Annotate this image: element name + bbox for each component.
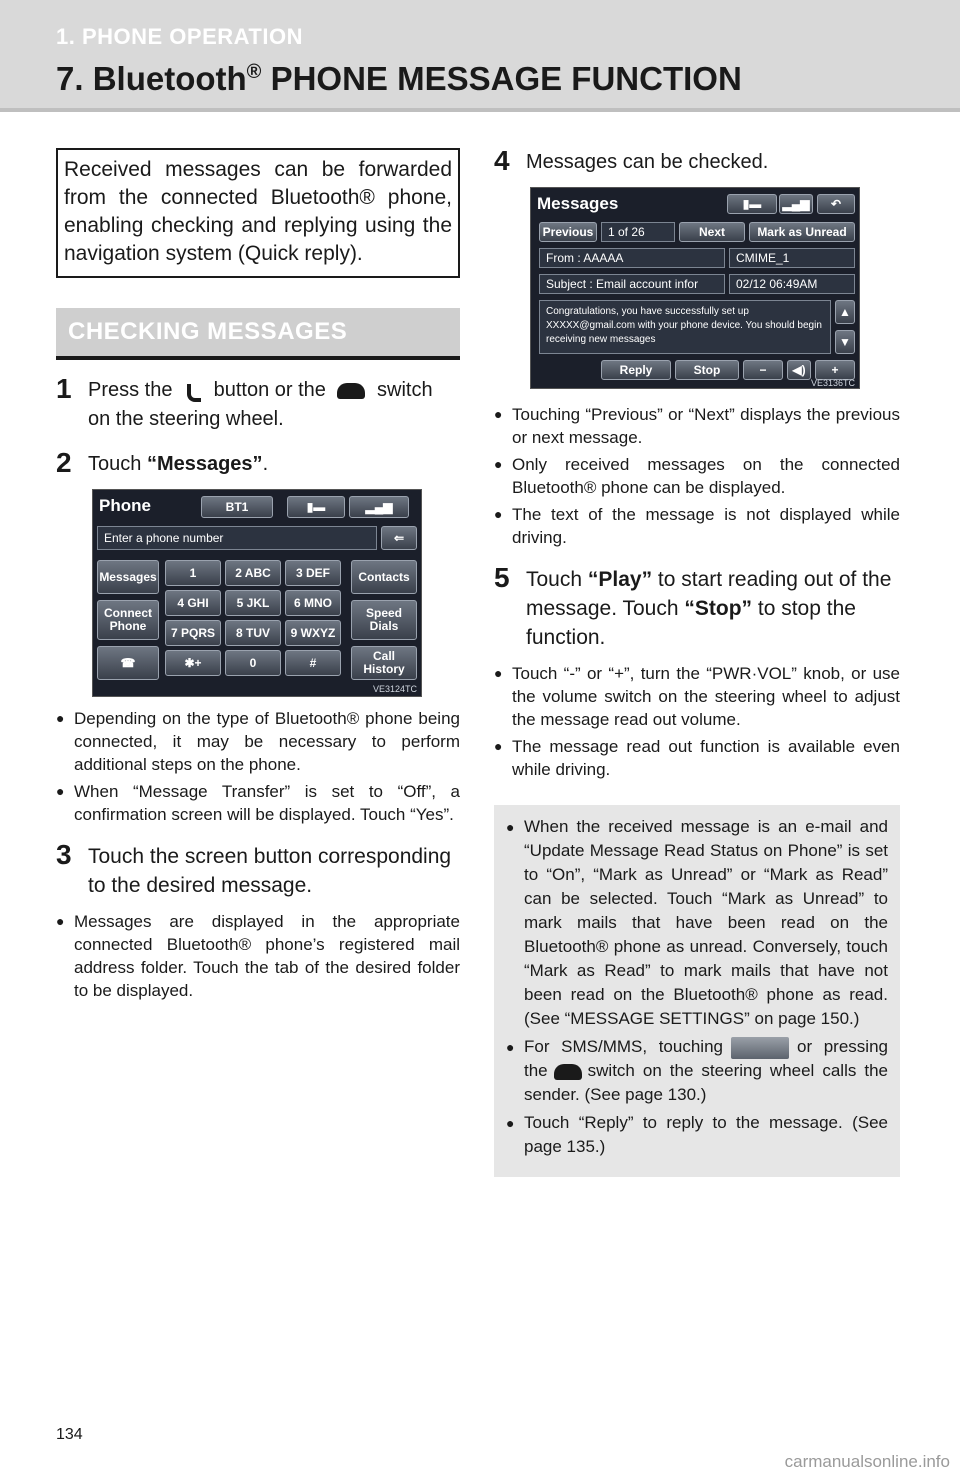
device-button[interactable]: BT1 bbox=[201, 496, 273, 518]
handset-switch-icon bbox=[337, 383, 365, 399]
speed-dials-button[interactable]: Speed Dials bbox=[351, 600, 417, 640]
mark-as-unread-button[interactable]: Mark as Unread bbox=[749, 222, 855, 242]
previous-button[interactable]: Previous bbox=[539, 222, 597, 242]
contacts-button[interactable]: Contacts bbox=[351, 560, 417, 594]
signal-icon: ▂▄▆ bbox=[779, 194, 813, 214]
back-icon[interactable]: ↶ bbox=[817, 194, 855, 214]
step-number: 4 bbox=[494, 145, 510, 176]
key-2[interactable]: 2 ABC bbox=[225, 560, 281, 586]
list-item: ● When the received message is an e-mail and “Update Message Read Status on Phone” is set to “On”, “Mark as Unread” or “Mark as Read” can be selected. Touch “Mark as Unread” to mark mails that have been read on the Bluetooth® phone as unread. Conversely, touch “Mark as Read” to mark mails that have not been read on the Bluetooth® phone as read. (See “MESSAGE SETTINGS” on page 150.) bbox=[506, 815, 888, 1031]
list-item: ● When “Message Transfer” is set to “Off”, a confirmation screen will be displayed. Touch “Yes”. bbox=[56, 780, 460, 826]
left-column bbox=[56, 148, 460, 1006]
step5-notes bbox=[494, 662, 900, 781]
header-rule bbox=[0, 108, 960, 112]
handset-switch-icon bbox=[554, 1064, 582, 1080]
intro-text: Received messages can be forwarded from the connected Bluetooth® phone, enabling checking and replying using the navigation system (Quick reply). bbox=[64, 158, 452, 265]
image-code: VE3124TC bbox=[372, 684, 417, 694]
step3-notes bbox=[56, 910, 460, 1002]
right-column bbox=[494, 145, 900, 1177]
key-6[interactable]: 6 MNO bbox=[285, 590, 341, 616]
hangup-icon[interactable]: ☎ bbox=[97, 646, 159, 680]
intro-box bbox=[56, 148, 460, 278]
step-number: 5 bbox=[494, 562, 510, 593]
list-item: ● Touching “Previous” or “Next” displays the previous or next message. bbox=[494, 403, 900, 449]
key-7[interactable]: 7 PQRS bbox=[165, 620, 221, 646]
list-item: ● Only received messages on the connected Bluetooth® phone can be displayed. bbox=[494, 453, 900, 499]
key-4[interactable]: 4 GHI bbox=[165, 590, 221, 616]
connect-phone-button[interactable]: Connect Phone bbox=[97, 600, 159, 640]
key-8[interactable]: 8 TUV bbox=[225, 620, 281, 646]
call-button-icon bbox=[731, 1037, 789, 1059]
key-1[interactable]: 1 bbox=[165, 560, 221, 586]
battery-icon: ▮▬ bbox=[287, 496, 345, 518]
volume-down-button[interactable]: − bbox=[743, 360, 783, 380]
signal-icon: ▂▄▆ bbox=[349, 496, 409, 518]
volume-up-button[interactable]: + bbox=[815, 360, 855, 380]
step-2: 2 Touch “Messages”. bbox=[56, 447, 269, 478]
call-history-button[interactable]: Call History bbox=[351, 646, 417, 680]
subject-field: Subject : Email account infor bbox=[539, 274, 725, 294]
section-label: 1. PHONE OPERATION bbox=[56, 24, 303, 49]
message-counter: 1 of 26 bbox=[601, 222, 675, 242]
list-item: ● Depending on the type of Bluetooth® phone being connected, it may be necessary to perform additional steps on the phone. bbox=[56, 707, 460, 776]
list-item: ● Touch “Reply” to reply to the message. (See page 135.) bbox=[506, 1111, 888, 1159]
phone-number-input[interactable]: Enter a phone number bbox=[97, 526, 377, 550]
list-item: ● Touch “-” or “+”, turn the “PWR·VOL” knob, or use the volume switch on the steering wheel to adjust the message read out volume. bbox=[494, 662, 900, 731]
page-title: 7. Bluetooth® PHONE MESSAGE FUNCTION bbox=[56, 60, 742, 97]
screen-title: Messages bbox=[537, 194, 619, 213]
list-item: ● The message read out function is available even while driving. bbox=[494, 735, 900, 781]
screen-title: Phone bbox=[99, 496, 151, 515]
next-button[interactable]: Next bbox=[679, 222, 745, 242]
phone-button-icon bbox=[184, 382, 202, 400]
key-star[interactable]: ✱+ bbox=[165, 650, 221, 676]
scroll-down-icon[interactable]: ▼ bbox=[835, 330, 855, 354]
scroll-up-icon[interactable]: ▲ bbox=[835, 300, 855, 324]
messages-screen-image bbox=[530, 187, 860, 389]
speaker-icon: ◀) bbox=[787, 360, 811, 380]
battery-icon: ▮▬ bbox=[727, 194, 777, 214]
step-1: 1 Press the button or the switch on the steering wheel. bbox=[56, 376, 460, 434]
step-4: 4 Messages can be checked. bbox=[494, 145, 769, 176]
stop-button[interactable]: Stop bbox=[675, 360, 739, 380]
phone-screen-image bbox=[92, 489, 422, 697]
key-5[interactable]: 5 JKL bbox=[225, 590, 281, 616]
page-header bbox=[0, 0, 960, 112]
account-field: CMIME_1 bbox=[729, 248, 855, 268]
key-hash[interactable]: # bbox=[285, 650, 341, 676]
page-number: 134 bbox=[56, 1426, 83, 1443]
image-code: VE3136TC bbox=[810, 378, 855, 388]
backspace-icon[interactable]: ⇐ bbox=[381, 526, 417, 550]
subheading-checking-messages: CHECKING MESSAGES bbox=[56, 308, 460, 360]
step-3: 3 Touch the screen button corresponding to the desired message. bbox=[56, 842, 460, 900]
date-field: 02/12 06:49AM bbox=[729, 274, 855, 294]
step-5: 5 Touch “Play” to start reading out of the message. Touch “Stop” to stop the function. bbox=[494, 565, 900, 652]
from-field: From : AAAAA bbox=[539, 248, 725, 268]
step4-notes bbox=[494, 403, 900, 549]
step2-notes bbox=[56, 707, 460, 826]
key-0[interactable]: 0 bbox=[225, 650, 281, 676]
list-item: ● For SMS/MMS, touching or pressing the switch on the steering wheel calls the sender. (See page 130.) bbox=[506, 1035, 888, 1107]
step-number: 2 bbox=[56, 447, 72, 478]
key-9[interactable]: 9 WXYZ bbox=[285, 620, 341, 646]
message-body: Congratulations, you have successfully set up XXXXX@gmail.com with your phone device. You should begin receiving new messages bbox=[539, 300, 831, 354]
key-3[interactable]: 3 DEF bbox=[285, 560, 341, 586]
reply-button[interactable]: Reply bbox=[601, 360, 671, 380]
list-item: ● Messages are displayed in the appropriate connected Bluetooth® phone’s registered mail address folder. Touch the tab of the desired folder to be displayed. bbox=[56, 910, 460, 1002]
list-item: ● The text of the message is not displayed while driving. bbox=[494, 503, 900, 549]
info-notes bbox=[506, 815, 888, 1159]
messages-button[interactable]: Messages bbox=[97, 560, 159, 594]
info-box bbox=[494, 805, 900, 1177]
step-number: 3 bbox=[56, 839, 72, 870]
watermark: carmanualsonline.info bbox=[784, 1452, 950, 1471]
step-number: 1 bbox=[56, 373, 72, 404]
